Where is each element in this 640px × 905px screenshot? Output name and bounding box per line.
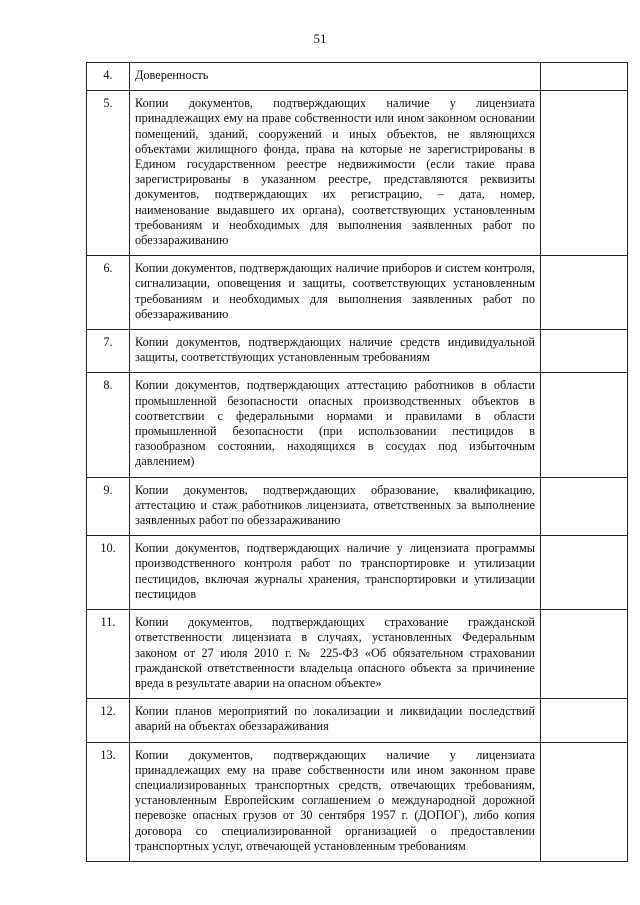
row-text: Доверенность <box>130 63 541 91</box>
page-number: 51 <box>313 31 327 46</box>
row-text: Копии документов, подтверждающих наличие средств индивидуальной защиты, соответствующих установленным требованиям <box>130 330 541 373</box>
table-row <box>87 63 628 91</box>
row-text: Копии документов, подтверждающих страхование гражданской ответственности лицензиата в случаях, установленных Федеральным законом от 27 июля 2010 г. № 225-ФЗ «Об обязательном страховании гражданской ответственности владельца опасного объекта за причинение вреда в результате аварии на опасном объекте» <box>130 610 541 699</box>
row-mark-cell <box>541 373 628 477</box>
table-row <box>87 610 628 699</box>
row-number: 6. <box>87 256 130 330</box>
row-number: 5. <box>87 91 130 256</box>
table-row <box>87 477 628 536</box>
table-row <box>87 256 628 330</box>
row-mark-cell <box>541 330 628 373</box>
row-mark-cell <box>541 63 628 91</box>
documents-table <box>86 62 628 862</box>
row-mark-cell <box>541 536 628 610</box>
row-number: 4. <box>87 63 130 91</box>
row-number: 8. <box>87 373 130 477</box>
row-text: Копии документов, подтверждающих наличие приборов и систем контроля, сигнализации, оповещения и защиты, соответствующих установленным требованиям и необходимых для выполнения заявленных работ по обеззараживанию <box>130 256 541 330</box>
table-row <box>87 91 628 256</box>
row-mark-cell <box>541 699 628 742</box>
row-text: Копии документов, подтверждающих образование, квалификацию, аттестацию и стаж работников лицензиата, ответственных за выполнение заявленных работ по обеззараживанию <box>130 477 541 536</box>
table-row <box>87 742 628 861</box>
row-number: 9. <box>87 477 130 536</box>
table-row <box>87 373 628 477</box>
table-row <box>87 536 628 610</box>
table-row <box>87 699 628 742</box>
row-number: 11. <box>87 610 130 699</box>
row-number: 13. <box>87 742 130 861</box>
row-mark-cell <box>541 91 628 256</box>
row-text: Копии документов, подтверждающих аттестацию работников в области промышленной безопасности опасных производственных объектов в соответствии с федеральными нормами и правилами в области промышленной безопасности (при использовании пестицидов в газообразном состоянии, находящихся в сосудах под избыточным давлением) <box>130 373 541 477</box>
row-text: Копии документов, подтверждающих наличие у лицензиата программы производственного контроля работ по транспортировке и утилизации пестицидов, включая журналы хранения, транспортировки и утилизации пестицидов <box>130 536 541 610</box>
row-mark-cell <box>541 477 628 536</box>
row-text: Копии документов, подтверждающих наличие у лицензиата принадлежащих ему на праве собственности или ином законном основании помещений, зданий, сооружений и иных объектов, не являющихся объектами жилищного фонда, права на которые не зарегистрированы в Едином государственном реестре недвижимости (если такие права зарегистрированы в указанном реестре, представляются реквизиты документов, подтверждающих их регистрацию, – дата, номер, наименование выдавшего их органа), соответствующих установленным требованиям и необходимых для выполнения заявленных работ по обеззараживанию <box>130 91 541 256</box>
row-mark-cell <box>541 742 628 861</box>
row-text: Копии планов мероприятий по локализации и ликвидации последствий аварий на объектах обеззараживания <box>130 699 541 742</box>
row-number: 12. <box>87 699 130 742</box>
row-mark-cell <box>541 256 628 330</box>
row-number: 7. <box>87 330 130 373</box>
table-row <box>87 330 628 373</box>
row-mark-cell <box>541 610 628 699</box>
row-number: 10. <box>87 536 130 610</box>
row-text: Копии документов, подтверждающих наличие у лицензиата принадлежащих ему на праве собственности или ином законном праве специализированных транспортных средств, отвечающих требованиям, установленным Европейским соглашением о международной дорожной перевозке опасных грузов от 30 сентября 1957 г. (ДОПОГ), либо копия договора со специализированной организацией о предоставлении транспортных услуг, отвечающей установленным требованиям <box>130 742 541 861</box>
